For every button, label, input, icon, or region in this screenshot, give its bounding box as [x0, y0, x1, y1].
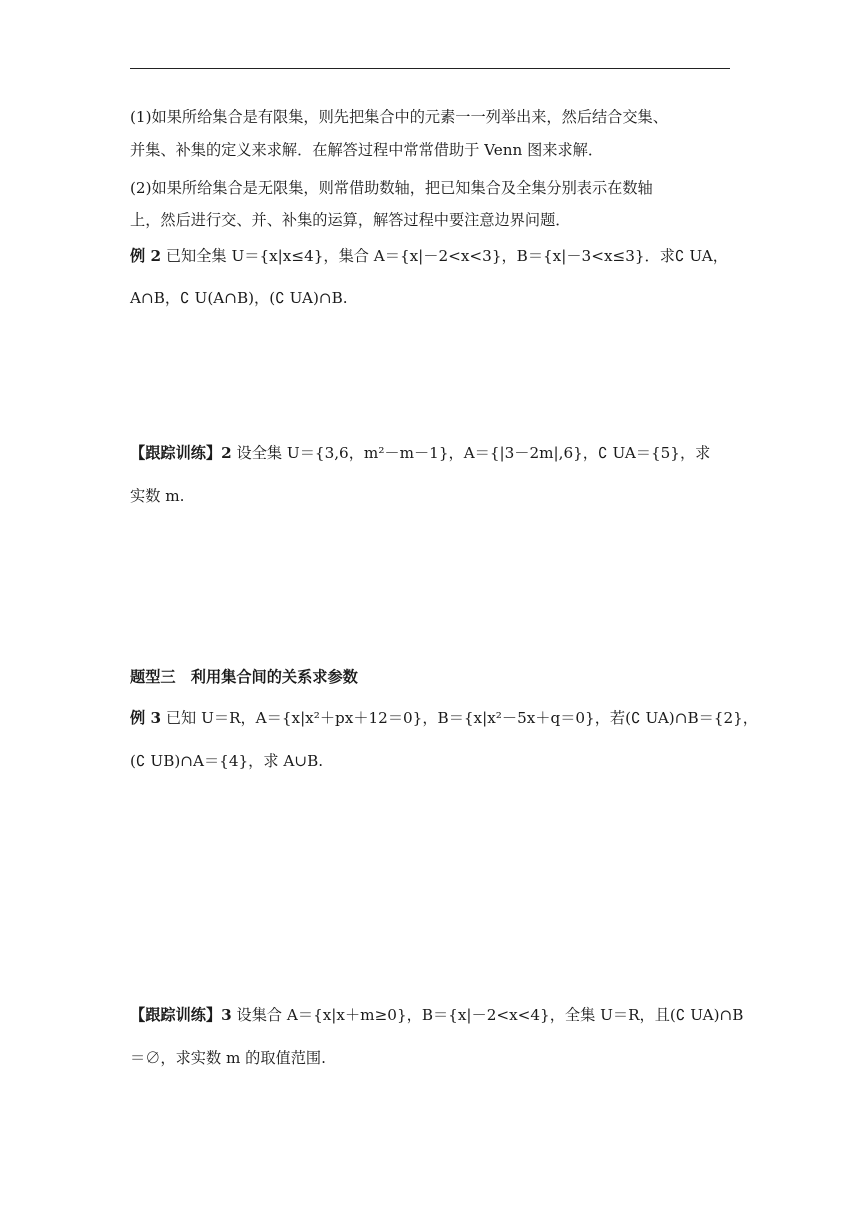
- practice-text: 设集合 A＝{x|x＋m≥0}，B＝{x|－2<x<4}，全集 U＝R，且(∁ UA)∩B: [231, 1006, 744, 1024]
- example-label: 例 2: [130, 247, 162, 265]
- text-line: (2)如果所给集合是无限集，则常借助数轴，把已知集合及全集分别表示在数轴: [130, 179, 653, 197]
- section-heading: 题型三 利用集合间的关系求参数: [130, 668, 358, 686]
- practice-text: 设全集 U＝{3,6，m²－m－1}，A＝{|3－2m|,6}，∁ UA＝{5}，求: [231, 444, 711, 462]
- example-text: 已知 U＝R，A＝{x|x²＋px＋12＝0}，B＝{x|x²－5x＋q＝0}，若(∁ UA)∩B＝{2}，: [161, 709, 758, 727]
- text-line: 上，然后进行交、并、补集的运算，解答过程中要注意边界问题．: [130, 211, 571, 229]
- practice-2-line-1: [130, 443, 730, 463]
- practice-2-line-2: 实数 m.: [130, 487, 185, 505]
- header-rule: [130, 68, 730, 69]
- example-3-line-1: [130, 708, 758, 728]
- practice-3-line-2: ＝∅，求实数 m 的取值范围.: [130, 1049, 326, 1067]
- example-2-line-1: [130, 246, 730, 266]
- practice-3-line-1: [130, 1005, 744, 1025]
- text-line: 并集、补集的定义来求解．在解答过程中常常借助于 Venn 图来求解．: [130, 141, 604, 159]
- text-line: (1)如果所给集合是有限集，则先把集合中的元素一一列举出来，然后结合交集、: [130, 108, 668, 126]
- example-text: 已知全集 U＝{x|x≤4}，集合 A＝{x|－2<x<3}，B＝{x|－3<x≤3}．求∁ UA，: [161, 247, 728, 265]
- example-2-line-2: A∩B，∁ U(A∩B)，(∁ UA)∩B.: [130, 289, 348, 307]
- practice-label: 【跟踪训练】2: [130, 444, 232, 462]
- example-3-line-2: (∁ UB)∩A＝{4}，求 A∪B.: [130, 752, 324, 770]
- example-label: 例 3: [130, 709, 162, 727]
- practice-label: 【跟踪训练】3: [130, 1006, 232, 1024]
